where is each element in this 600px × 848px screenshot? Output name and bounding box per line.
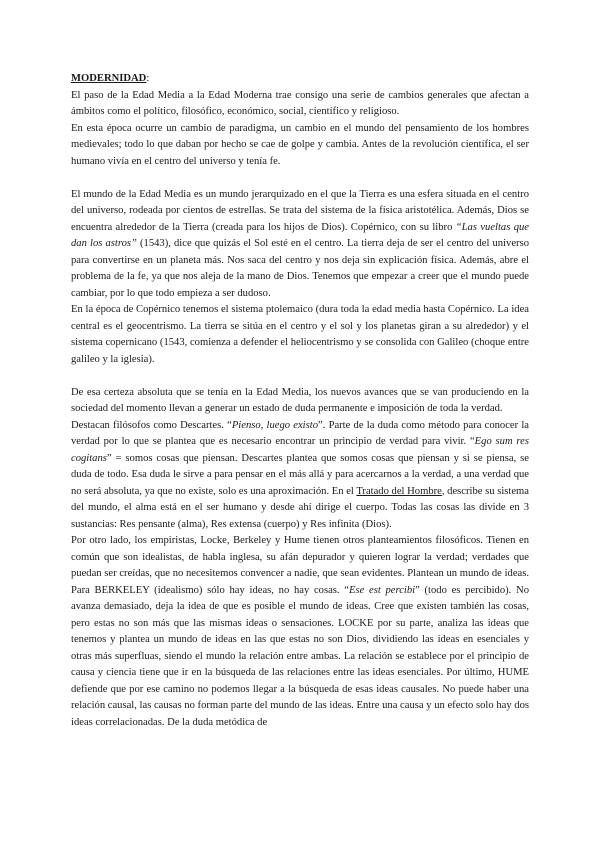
- page-title: MODERNIDAD: [71, 73, 147, 84]
- paradigm-paragraph: En esta época ocurre un cambio de paradigma, un cambio en el mundo del pensamiento de los hombres medievales; todo lo que daban por hecho se cae de golpe y cambia. Antes de la revolución científica, el ser humano vivía en el centro del universo y tenía fe.: [71, 122, 529, 167]
- text-run: El mundo de la Edad Media es un mundo jerarquizado en el que la Tierra es una esfera situada en el centro del universo, rodeada por cientos de estrellas. Se trata del sistema de la física aristotélica. Además, Dios se encuentra alrededor de la Tierra (creada para los hijos de Dios). Copérnico, con su libro: [71, 188, 529, 233]
- text-run: ” = somos cosas que piensan. Descartes plantea que somos cosas que piensan y si se piensa, se duda de todo. Esa duda le sirve a para pensar en el más allá y para acercarnos a la verdad, a una verdad que no será absoluta, ya que no existe, solo es una aproximación. En el: [71, 452, 529, 497]
- quote-italic: Ese est percibi: [349, 584, 416, 596]
- text-run: ”. Parte de la duda como método para conocer la verdad por lo que se plantea que es necesario encontrar un principio de verdad para vivir. “: [71, 419, 530, 447]
- descartes-paragraph: [71, 418, 529, 534]
- quote-italic: Pienso, luego existo: [231, 419, 318, 431]
- text-run: , describe su sistema del mundo, el alma está en el ser humano y desde ahí dirige el cuerpo. Todas las cosas las divide en 3 sustancias: Res pensante (alma), Res extensa (cuerpo) y Res infinita (Dios).: [71, 485, 529, 530]
- text-run: (1543), dice que quizás el Sol esté en el centro. La tierra deja de ser el centro del universo para convertirse en un planeta más. Nos saca del centro y nos deja sin explicación física. Además, abre el problema de la fe, ya que nos aleja de la mano de Dios. Tenemos que empezar a creer que el mundo puede cambiar, por lo que todo empieza a ser dudoso.: [71, 238, 529, 299]
- text-run: ” (todo es percibido). No avanza demasiado, deja la idea de que es posible el mundo de ideas. Cree que existen también las cosas, pero estas no son más que las mismas ideas o sensaciones. LOCKE por su parte, analiza las ideas que tenemos y plantea un mundo de ideas en las que estas no son Dios, dividiendo las ideas en esenciales y otras más superfluas, siendo el mundo la relación entre ambas. La relación se establece por el principio de causa y ciencia tiene que ir en la búsqueda de las relaciones entre las ideas esenciales. Por último, HUME defiende que por ese camino no podemos llegar a la búsqueda de esas ideas causales. No puede haber una relación causal, las causas no forman parte del mundo de las ideas. Entre una causa y un efecto solo hay dos ideas correlacionadas. De la duda metódica de: [71, 584, 529, 728]
- title-colon: :: [146, 73, 150, 84]
- title-line: [71, 71, 529, 88]
- book-title: “Las vueltas que dan los astros”: [71, 221, 529, 249]
- systems-paragraph: En la época de Copérnico tenemos el sistema ptolemaico (dura toda la edad media hasta Copérnico. La idea central es el geocentrismo. La tierra se sitúa en el centro y el sol y los planetas giran a su alrededor) y el sistema copernicano (1543, comienza a defender el heliocentrismo y se consolida con Galileo (choque entre galileo y la iglesia).: [71, 304, 529, 365]
- medieval-world-paragraph: [71, 187, 529, 303]
- intro-paragraph: El paso de la Edad Media a la Edad Moderna trae consigo una serie de cambios generales que afectan a ámbitos como el político, filosófico, económico, social, científico y religioso.: [71, 89, 529, 117]
- document-page: [71, 71, 529, 731]
- work-title: Tratado del Hombre: [356, 485, 442, 497]
- doubt-paragraph: De esa certeza absoluta que se tenía en la Edad Media, los nuevos avances que se van produciendo en la sociedad del momento llevan a generar un estado de duda permanente e imposición de toda la verdad.: [71, 386, 529, 414]
- empiricists-paragraph: [71, 533, 529, 731]
- paragraph-gap: [71, 368, 529, 385]
- text-run: Destacan filósofos como Descartes. “: [71, 419, 232, 431]
- quote-italic: Ego sum res cogitans: [71, 436, 529, 464]
- paragraph-gap: [71, 170, 529, 187]
- text-run: Por otro lado, los empiristas, Locke, Berkeley y Hume tienen otros planteamientos filosóficos. Tienen en común que son idealistas, de habla inglesa, su afán depurador y quieren lograr la verdad; verdades que puedan ser creídas, que no necesitemos convencer a nadie, que sean evidentes. Plantean un mundo de ideas. Para BERKELEY (idealismo) sólo hay ideas, no hay cosas. “: [71, 535, 529, 596]
